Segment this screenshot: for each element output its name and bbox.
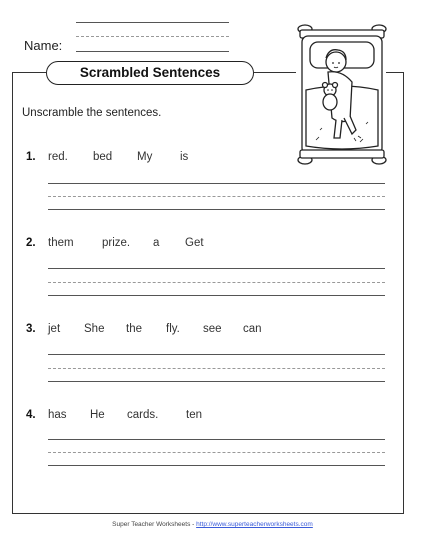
question-number: 4. bbox=[26, 409, 36, 421]
question-number: 3. bbox=[26, 323, 36, 335]
answer-line-bottom[interactable] bbox=[48, 295, 385, 296]
scrambled-word: My bbox=[137, 151, 153, 163]
question-number: 2. bbox=[26, 237, 36, 249]
child-sleeping-in-bed-with-teddy-bear-icon bbox=[296, 20, 388, 168]
answer-line-bottom[interactable] bbox=[48, 381, 385, 382]
answer-line-middle bbox=[48, 196, 385, 197]
answer-line-top[interactable] bbox=[48, 439, 385, 440]
scrambled-word: jet bbox=[48, 323, 61, 335]
name-label: Name: bbox=[24, 38, 63, 53]
answer-line-middle bbox=[48, 452, 385, 453]
question-number: 1. bbox=[26, 151, 36, 163]
footer bbox=[0, 521, 425, 528]
scrambled-word: red. bbox=[48, 151, 68, 163]
name-dashed-line bbox=[76, 36, 229, 37]
scrambled-word: has bbox=[48, 409, 67, 421]
footer-site-name: Super Teacher Worksheets bbox=[112, 521, 191, 528]
answer-line-top[interactable] bbox=[48, 183, 385, 184]
scrambled-word: the bbox=[126, 323, 142, 335]
name-input-line[interactable] bbox=[76, 51, 229, 52]
name-top-line bbox=[76, 22, 229, 23]
answer-line-top[interactable] bbox=[48, 268, 385, 269]
answer-line-middle bbox=[48, 368, 385, 369]
scrambled-word: can bbox=[243, 323, 262, 335]
scrambled-word: ten bbox=[186, 409, 202, 421]
answer-line-bottom[interactable] bbox=[48, 465, 385, 466]
scrambled-word: cards. bbox=[127, 409, 159, 421]
scrambled-word: see bbox=[203, 323, 222, 335]
scrambled-word: fly. bbox=[166, 323, 180, 335]
instructions-text: Unscramble the sentences. bbox=[22, 107, 162, 119]
scrambled-word: bed bbox=[93, 151, 113, 163]
scrambled-word: them bbox=[48, 237, 74, 249]
footer-url-link[interactable]: http://www.superteacherworksheets.com bbox=[196, 521, 313, 528]
scrambled-word: She bbox=[84, 323, 105, 335]
answer-line-middle bbox=[48, 282, 385, 283]
scrambled-word: He bbox=[90, 409, 105, 421]
scrambled-word: is bbox=[180, 151, 189, 163]
scrambled-word: a bbox=[153, 237, 160, 249]
scrambled-word: Get bbox=[185, 237, 204, 249]
footer-separator: - bbox=[192, 521, 195, 528]
worksheet-title: Scrambled Sentences bbox=[46, 61, 254, 85]
scrambled-word: prize. bbox=[102, 237, 131, 249]
answer-line-top[interactable] bbox=[48, 354, 385, 355]
answer-line-bottom[interactable] bbox=[48, 209, 385, 210]
